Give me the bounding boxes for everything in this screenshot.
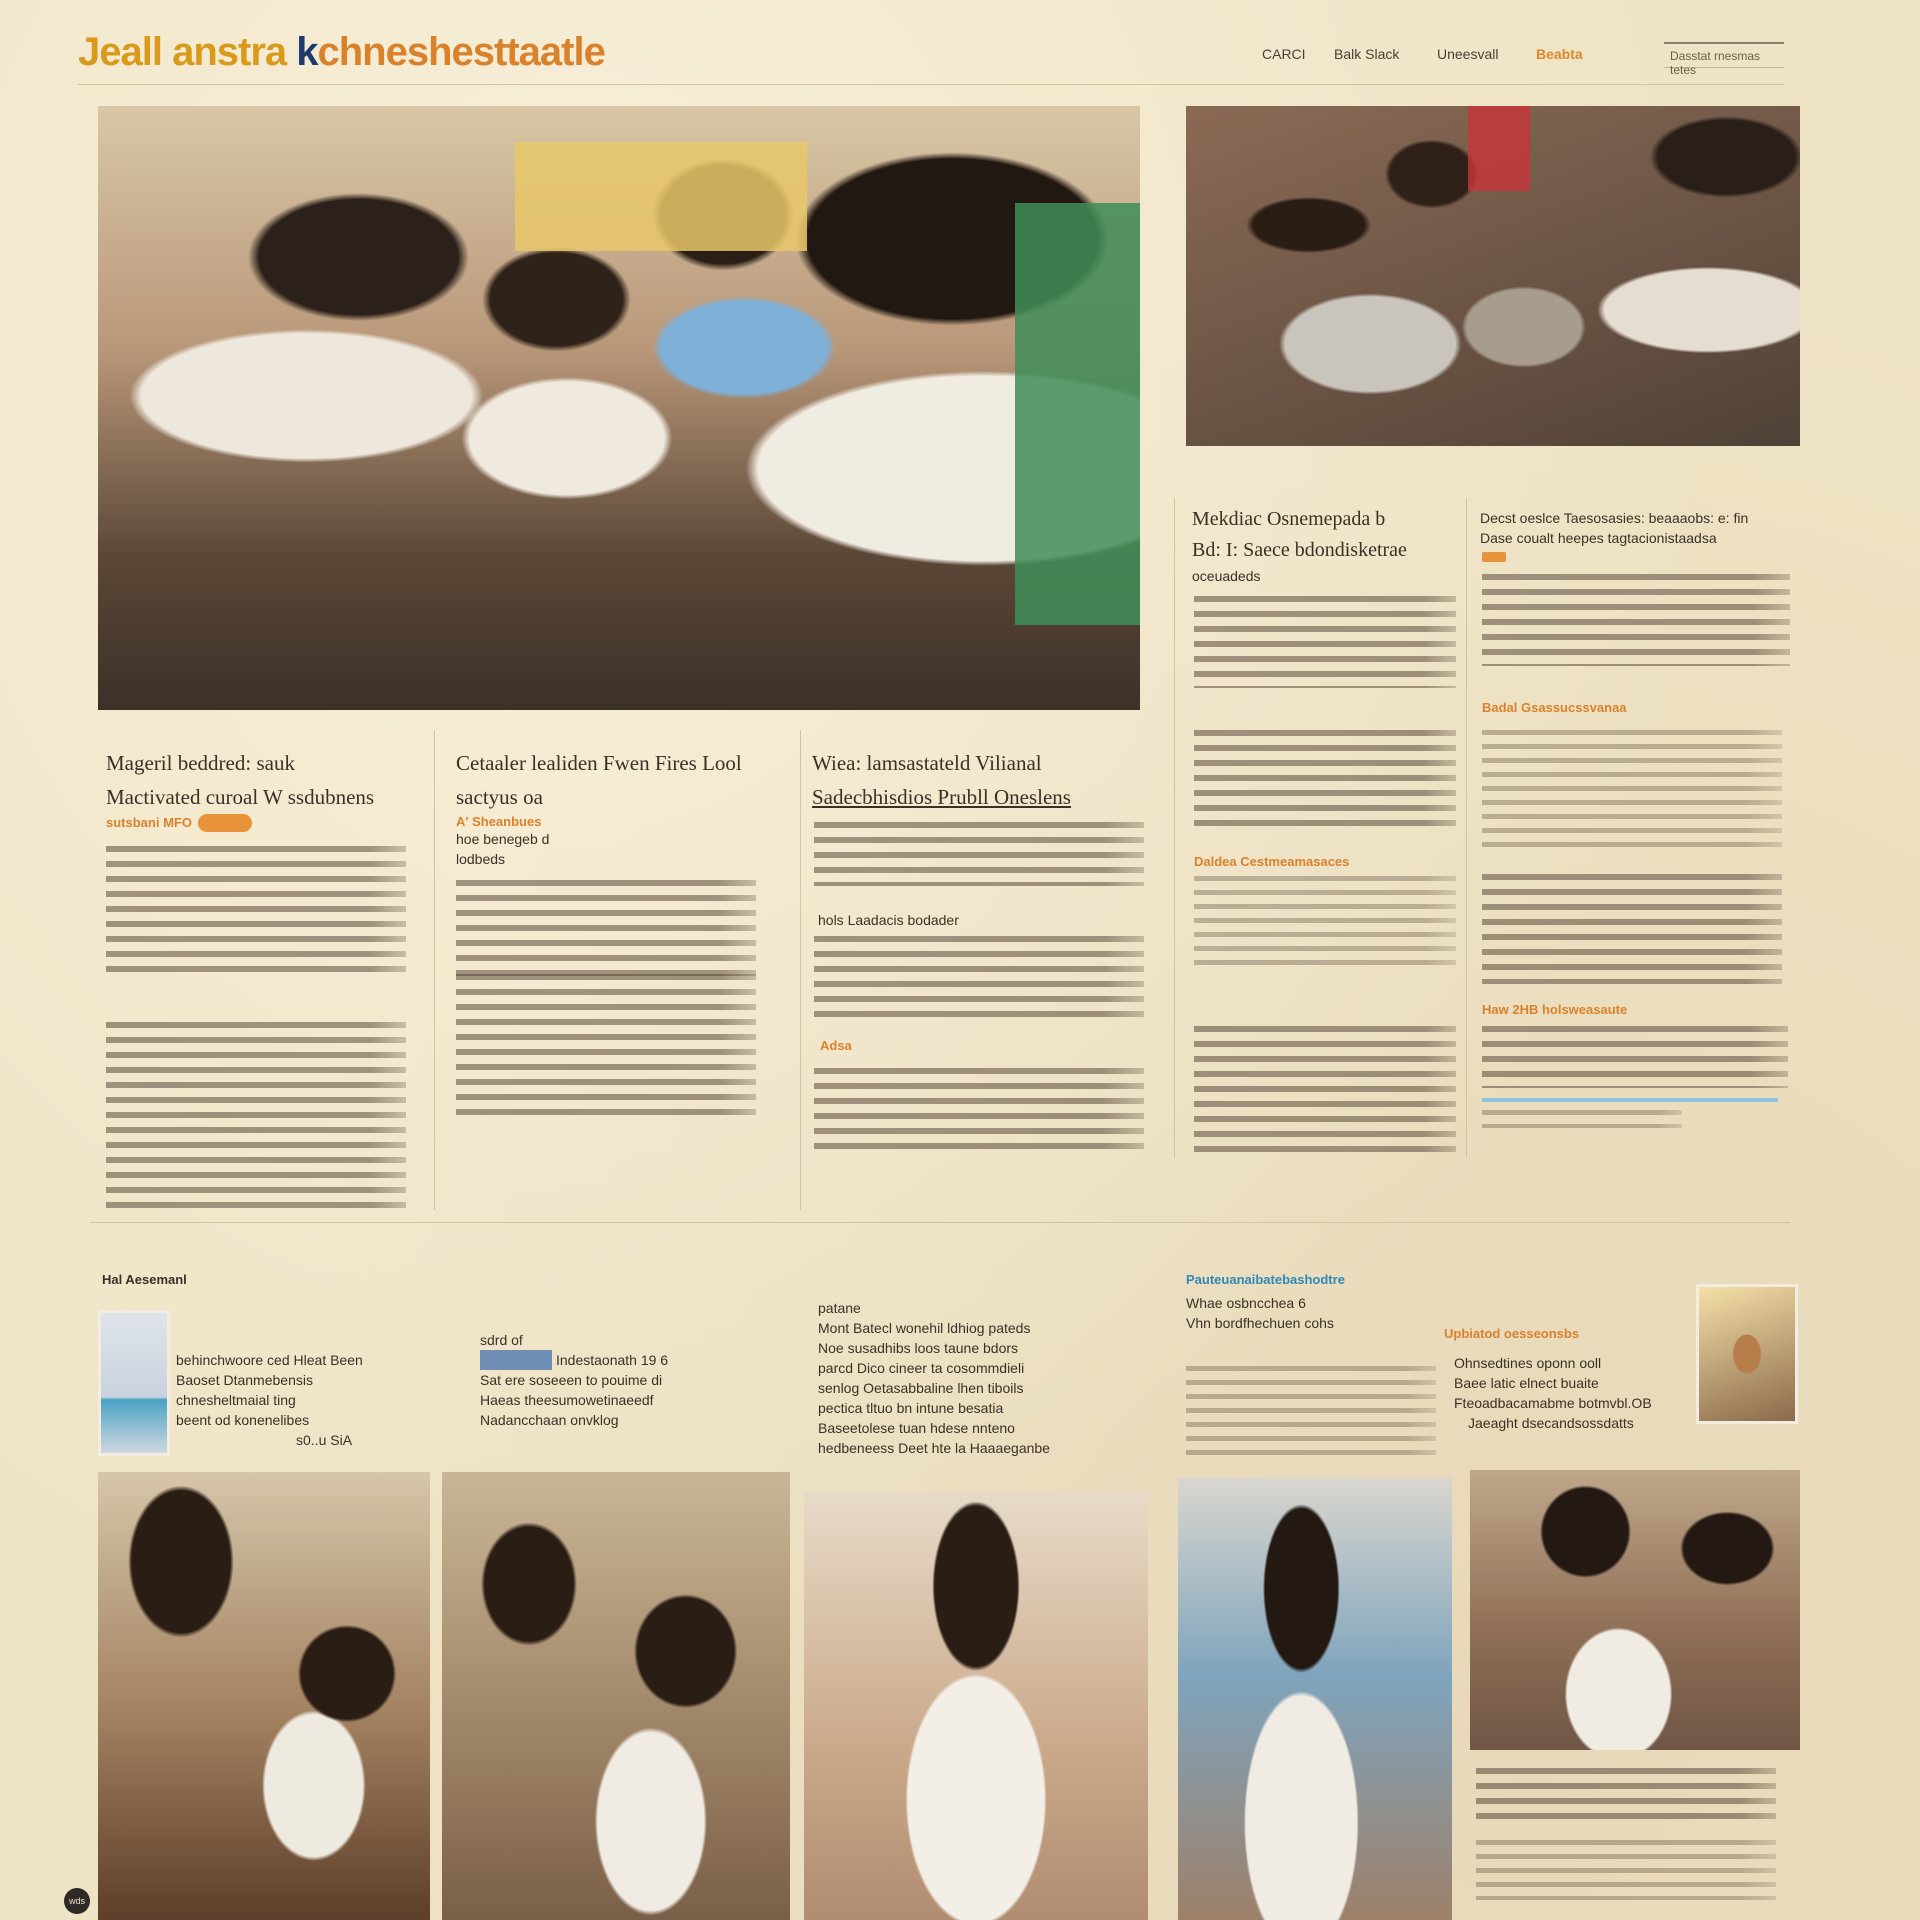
photo-students-reading xyxy=(442,1472,790,1920)
section2-col4-line: Vhn bordfhechuen cohs xyxy=(1186,1315,1334,1331)
article-1-title-line: Mactivated curoal W ssdubnens xyxy=(106,785,375,809)
article-5-title-line: Dase coualt heepes tagtacionistaadsa xyxy=(1480,530,1717,546)
section2-col3-line: Noe susadhibs loos taune bdors xyxy=(818,1340,1019,1356)
thumbnail-photo xyxy=(98,1310,170,1456)
blue-divider xyxy=(1482,1098,1778,1102)
section2-col1-line: s0..u SiA xyxy=(296,1432,353,1448)
article-4-title-line: Bd: I: Saece bdondisketrae xyxy=(1192,539,1407,561)
photo-two-children xyxy=(1470,1470,1800,1750)
section2-col1-line: Baoset Dtanmebensis xyxy=(176,1372,313,1388)
article-3-header[interactable] xyxy=(812,746,1158,814)
section2-col2-line: Nadancchaan onvklog xyxy=(480,1412,619,1428)
section2-col2-line: Sat ere soseeen to pouime di xyxy=(480,1372,663,1388)
section2-col5-line: Baee latic elnect buaite xyxy=(1454,1375,1599,1391)
article-4-header[interactable] xyxy=(1192,504,1454,586)
article-2-subtitle: hoe benegeb d xyxy=(456,831,550,847)
section2-col5-tag: Upbiatod oesseonsbs xyxy=(1444,1326,1580,1341)
photo-students-desk xyxy=(98,1472,430,1920)
article-2-header[interactable] xyxy=(456,746,786,869)
header-divider xyxy=(78,84,1784,85)
photo-detail xyxy=(1015,203,1140,626)
logo-text-part: anstra xyxy=(172,30,297,74)
column-divider xyxy=(434,730,435,1210)
article-3-body-text xyxy=(814,822,1144,886)
nav-link-carci[interactable]: CARCI xyxy=(1262,46,1306,62)
article-5-body-text xyxy=(1482,574,1790,666)
section2-col2[interactable] xyxy=(480,1330,740,1430)
article-4-body-text xyxy=(1194,1026,1456,1154)
nav-link-beabta[interactable]: Beabta xyxy=(1536,46,1583,62)
logo-text-part: chneshesttaatle xyxy=(317,30,605,74)
section2-col4-tag: Pauteuanaibatebashodtre xyxy=(1186,1272,1345,1287)
article-2-tag: A' Sheanbues xyxy=(456,814,542,829)
section2-col5[interactable] xyxy=(1444,1326,1694,1433)
article-1-tag: sutsbani MFO xyxy=(106,815,192,830)
article-4-title-line: Mekdiac Osnemepada b xyxy=(1192,508,1386,530)
section2-col1-line: beent od konenelibes xyxy=(176,1412,310,1428)
photo-boy-writing xyxy=(804,1492,1148,1920)
article-5-body-text xyxy=(1482,730,1782,850)
article-5-body-text xyxy=(1482,1110,1682,1128)
column-divider xyxy=(1466,498,1467,1158)
article-5-body-text xyxy=(1482,1026,1788,1088)
hero-photo-floor-study xyxy=(1186,106,1800,446)
section2-col3-line: hedbeneess Deet hte la Haaaeganbe xyxy=(818,1440,1050,1456)
logo-text-part: k xyxy=(296,30,318,74)
article-5-header[interactable] xyxy=(1480,508,1790,548)
section2-col3[interactable] xyxy=(818,1298,1148,1458)
section2-col4-body-text xyxy=(1186,1366,1436,1462)
article-4-body-text xyxy=(1194,730,1456,828)
section2-col2-line: sdrd of xyxy=(480,1332,523,1348)
article-2-body-text xyxy=(456,880,756,980)
orange-pill-badge xyxy=(198,814,252,832)
article-1-body-text xyxy=(106,1022,406,1208)
article-3-body-text xyxy=(814,936,1144,1024)
section2-col3-line: patane xyxy=(818,1300,861,1316)
nav-link-uneesvall[interactable]: Uneesvall xyxy=(1437,46,1499,62)
section2-col4[interactable] xyxy=(1186,1272,1446,1333)
article-4-body-text xyxy=(1194,596,1456,688)
section2-col3-line: parcd Dico cineer ta cosommdieli xyxy=(818,1360,1025,1376)
article-1-title-line: Mageril beddred: sauk xyxy=(106,751,295,775)
section2-col3-line: senlog Oetasabbaline lhen tiboils xyxy=(818,1380,1024,1396)
article-3-tag: Adsa xyxy=(820,1038,852,1053)
section2-col1[interactable] xyxy=(176,1350,406,1450)
section2-col2-line: Haeas theesumowetinaeedf xyxy=(480,1392,654,1408)
section2-label: Hal Aesemanl xyxy=(102,1272,187,1287)
article-1-header[interactable] xyxy=(106,746,426,832)
hero-photo-classroom xyxy=(98,106,1140,710)
article-3-title-line: Wiea: lamsastateld Vilianal xyxy=(812,751,1042,775)
column-divider xyxy=(800,730,801,1210)
photo-detail xyxy=(515,142,807,251)
article-2-title-line: Cetaaler lealiden Fwen Fires Lool xyxy=(456,751,742,775)
caption-body-text xyxy=(1476,1768,1776,1828)
article-5-section-tag: Haw 2HB holsweasaute xyxy=(1482,1002,1628,1017)
photo-detail xyxy=(1468,106,1529,191)
section2-col1-line: behinchwoore ced Hleat Been xyxy=(176,1352,363,1368)
article-4-section-tag: Daldea Cestmeamasaces xyxy=(1194,854,1350,869)
orange-accent-bar xyxy=(1482,552,1506,562)
section2-col5-line: Jaeaght dsecandsossdatts xyxy=(1468,1415,1634,1431)
section2-col3-line: Mont Batecl wonehil ldhiog pateds xyxy=(818,1320,1031,1336)
thumbnail-photo xyxy=(1696,1284,1798,1424)
article-3-title-line: Sadecbhisdios Prubll Oneslens xyxy=(812,785,1071,809)
logo-text-part: Jeall xyxy=(78,30,173,74)
section-divider xyxy=(90,1222,1790,1223)
article-1-body-text xyxy=(106,846,406,978)
article-5-body-text xyxy=(1482,874,1782,984)
article-2-body-text xyxy=(456,974,756,1124)
section2-col1-line: chnesheltmaial ting xyxy=(176,1392,296,1408)
photo-boy-studying xyxy=(1178,1478,1452,1920)
column-divider xyxy=(1174,498,1175,1158)
section2-col5-line: Fteoadbacamabme botmvbl.OB xyxy=(1454,1395,1652,1411)
nav-search-field[interactable]: Dasstat rnesmas tetes xyxy=(1664,42,1784,68)
page-badge: wds xyxy=(64,1888,90,1914)
article-3-body-text xyxy=(814,1068,1144,1158)
nav-link-balk-slack[interactable]: Balk Slack xyxy=(1334,46,1400,62)
section2-col2-line: Indestaonath 19 6 xyxy=(480,1350,740,1370)
section2-col3-line: pectica tltuo bn intune besatia xyxy=(818,1400,1004,1416)
site-logo[interactable] xyxy=(78,30,605,75)
article-3-subhead: hols Laadacis bodader xyxy=(818,912,959,928)
section2-col5-line: Ohnsedtines oponn ooll xyxy=(1454,1355,1602,1371)
caption-body-text xyxy=(1476,1840,1776,1900)
article-2-title-line: sactyus oa xyxy=(456,785,543,809)
article-5-section-tag: Badal Gsassucssvanaa xyxy=(1482,700,1627,715)
section2-col3-line: Baseetolese tuan hdese nnteno xyxy=(818,1420,1015,1436)
section2-col4-line: Whae osbncchea 6 xyxy=(1186,1295,1306,1311)
article-4-body-text xyxy=(1194,876,1456,966)
article-4-subtitle: oceuadeds xyxy=(1192,568,1261,584)
article-2-subtitle: lodbeds xyxy=(456,851,506,867)
article-5-title-line: Decst oeslce Taesosasies: beaaaobs: e: fin xyxy=(1480,510,1749,526)
